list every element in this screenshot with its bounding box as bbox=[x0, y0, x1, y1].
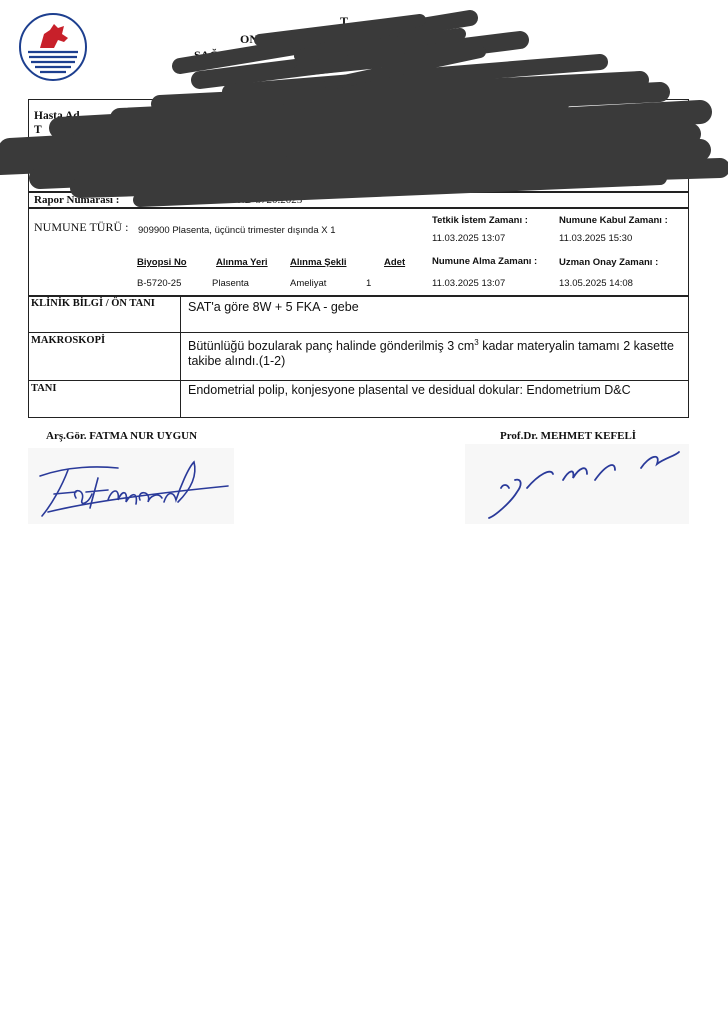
logo-emblem-icon bbox=[18, 12, 88, 82]
header-line-3: SAĞ bbox=[194, 48, 219, 62]
right-signer-name: Prof.Dr. MEHMET KEFELİ bbox=[500, 430, 637, 442]
university-logo bbox=[18, 12, 88, 82]
findings-divider bbox=[180, 295, 181, 417]
onay-label: Uzman Onay Zamanı : bbox=[559, 257, 659, 268]
alma-label: Numune Alma Zamanı : bbox=[432, 256, 538, 267]
sample-type-label: NUMUNE TÜRÜ : bbox=[34, 220, 129, 234]
patient-second-label: T bbox=[34, 124, 42, 136]
header-line-1: T bbox=[340, 14, 349, 28]
col-alinma-sekli: Alınma Şekli bbox=[290, 257, 347, 268]
dosya-label: Dosya N bbox=[34, 173, 72, 184]
cell-alinma-sekli: Ameliyat bbox=[290, 278, 327, 289]
macro-label: MAKROSKOPİ bbox=[31, 335, 106, 346]
report-value: 900030.3000.B-5720.2025 bbox=[184, 194, 303, 206]
patoloji-value: -25 bbox=[628, 112, 646, 127]
alma-value: 11.03.2025 13:07 bbox=[432, 278, 506, 289]
right-signature bbox=[465, 444, 689, 524]
col-biyopsi-no: Biyopsi No bbox=[137, 257, 187, 268]
left-signer-name: Arş.Gör. FATMA NUR UYGUN bbox=[46, 430, 198, 442]
kabul-label: Numune Kabul Zamanı : bbox=[559, 215, 668, 226]
macro-value-sup: 3 bbox=[474, 338, 479, 347]
findings-row-line-2 bbox=[28, 380, 688, 381]
patoloji-label: OLOJİ No : bbox=[460, 112, 528, 127]
macro-value bbox=[188, 335, 678, 369]
license-text: avat Ruhsat No: 39 bbox=[300, 84, 385, 96]
cell-biyopsi-no: B-5720-25 bbox=[137, 278, 182, 289]
col-adet: Adet bbox=[384, 257, 406, 268]
header-line-2: ONE bbox=[240, 32, 267, 46]
tetkik-label: Tetkik İstem Zamanı : bbox=[432, 215, 528, 226]
clinical-value: SAT'a göre 8W + 5 FKA - gebe bbox=[188, 300, 359, 314]
kabul-value: 11.03.2025 15:30 bbox=[559, 233, 633, 244]
cell-alinma-yeri: Plasenta bbox=[212, 278, 249, 289]
cell-adet: 1 bbox=[366, 278, 372, 289]
left-signature-scribble-icon bbox=[28, 448, 234, 524]
findings-row-line-1 bbox=[28, 332, 688, 333]
macro-value-post: kadar materyalin tamamı 2 kasette takibe alındı.(1-2) bbox=[188, 339, 674, 369]
diagnosis-value: Endometrial polip, konjesyone plasental ve desidual dokular: Endometrium D&C bbox=[188, 383, 631, 397]
clinical-label: KLİNİK BİLGİ / ÖN TANI bbox=[31, 298, 155, 309]
report-label: Rapor Numarası : bbox=[34, 194, 120, 206]
patient-name-label: Hasta Ad bbox=[34, 110, 80, 122]
tetkik-value: 11.03.2025 13:07 bbox=[432, 233, 506, 244]
right-signature-scribble-icon bbox=[465, 444, 689, 524]
onay-value: 13.05.2025 14:08 bbox=[559, 278, 633, 289]
macro-value-pre: Bütünlüğü bozularak panç halinde gönderilmiş 3 cm bbox=[188, 339, 475, 354]
diagnosis-label: TANI bbox=[31, 383, 57, 394]
left-signature bbox=[28, 448, 234, 524]
patient-info-box bbox=[28, 99, 689, 193]
sample-type-value: 909900 Plasenta, üçüncü trimester dışında X 1 bbox=[138, 225, 336, 236]
col-alinma-yeri: Alınma Yeri bbox=[216, 257, 268, 268]
